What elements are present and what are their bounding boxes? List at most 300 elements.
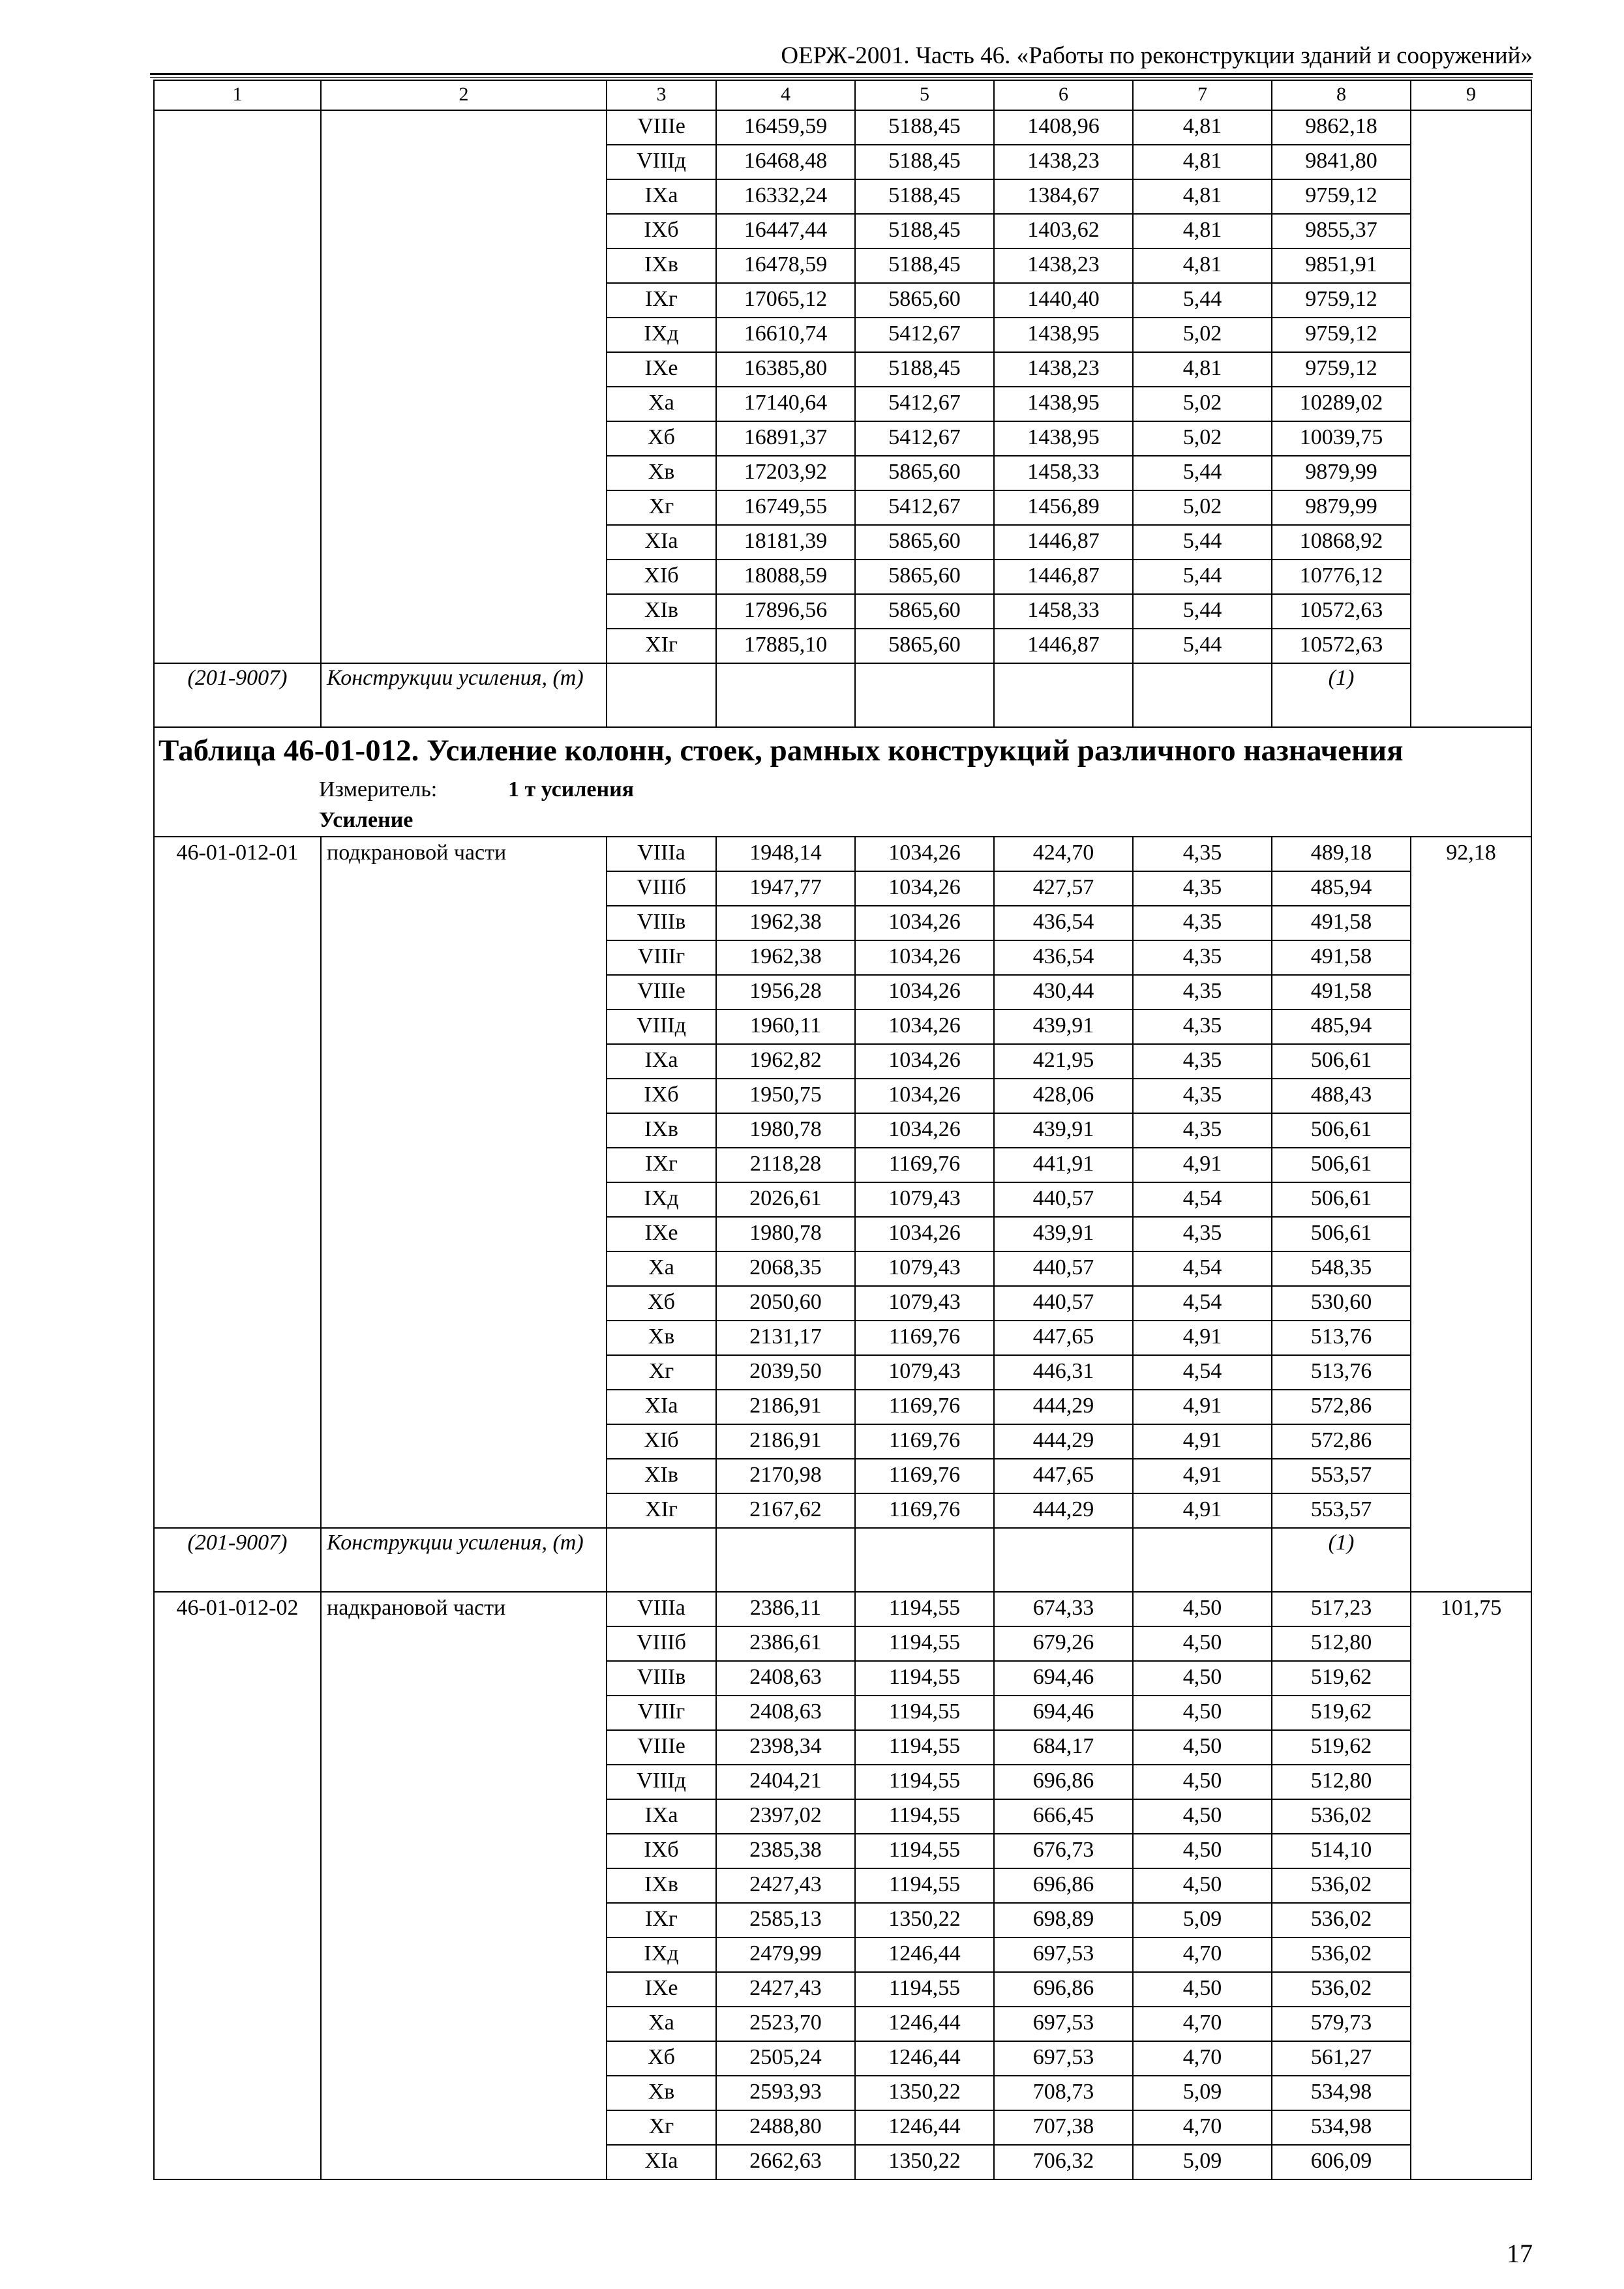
zone-cell: XIб [607,560,716,594]
value-cell: 1446,87 [994,629,1133,663]
value-cell: 4,81 [1133,214,1272,248]
column-numbers-row [154,80,1531,110]
value-cell: 485,94 [1272,871,1411,906]
zone-cell: Xв [607,456,716,490]
value-cell: 4,35 [1133,975,1272,1010]
zone-cell: IXб [607,214,716,248]
value-cell: 2408,63 [716,1661,855,1696]
value-cell: 679,26 [994,1626,1133,1661]
value-cell: 491,58 [1272,906,1411,940]
value-cell: 2039,50 [716,1355,855,1390]
value-cell: 5188,45 [855,248,994,283]
value-cell: 5,09 [1133,1903,1272,1937]
value-cell: 4,35 [1133,1113,1272,1148]
value-cell: 447,65 [994,1321,1133,1355]
value-cell: 553,57 [1272,1459,1411,1493]
value-cell: 491,58 [1272,975,1411,1010]
value-cell: 2386,61 [716,1626,855,1661]
zone-cell: XIб [607,1424,716,1459]
value-cell: 4,91 [1133,1424,1272,1459]
value-cell: 1169,76 [855,1148,994,1182]
value-cell: 441,91 [994,1148,1133,1182]
value-cell: 1438,23 [994,352,1133,387]
value-cell: 1194,55 [855,1799,994,1834]
zone-cell: VIIIб [607,1626,716,1661]
zone-cell: Xв [607,1321,716,1355]
column-number: 8 [1272,80,1411,110]
value-cell: 2397,02 [716,1799,855,1834]
value-cell: 489,18 [1272,837,1411,871]
value-cell: 5865,60 [855,456,994,490]
value-cell: 506,61 [1272,1182,1411,1217]
value-cell: 708,73 [994,2076,1133,2110]
value-cell: 506,61 [1272,1148,1411,1182]
zone-cell: XIа [607,2145,716,2179]
rates-table-body [154,80,1531,2179]
value-cell: 1034,26 [855,1010,994,1044]
value-cell: 16459,59 [716,110,855,145]
value-cell: 2585,13 [716,1903,855,1937]
value-cell: 506,61 [1272,1044,1411,1079]
value-cell: 1458,33 [994,456,1133,490]
empty-cell [607,663,716,727]
zone-cell: Xг [607,490,716,525]
value-cell: 536,02 [1272,1972,1411,2007]
value-cell: 16385,80 [716,352,855,387]
value-cell: 1034,26 [855,940,994,975]
value-cell: 2408,63 [716,1696,855,1730]
value-cell: 4,50 [1133,1868,1272,1903]
value-cell: 2523,70 [716,2007,855,2041]
value-cell: 9759,12 [1272,318,1411,352]
zone-cell: VIIIг [607,1696,716,1730]
value-cell: 674,33 [994,1592,1133,1626]
column-number: 6 [994,80,1133,110]
zone-cell: Xб [607,1286,716,1321]
value-cell: 1194,55 [855,1834,994,1868]
value-cell: 444,29 [994,1493,1133,1528]
value-cell: 2427,43 [716,1972,855,2007]
value-cell: 9841,80 [1272,145,1411,179]
value-cell: 4,50 [1133,1592,1272,1626]
value-cell: 606,09 [1272,2145,1411,2179]
value-cell: 4,35 [1133,1079,1272,1113]
work-name: подкрановой части [321,837,607,1528]
zone-cell: VIIIа [607,1592,716,1626]
table-row [154,1592,1531,1626]
zone-cell: VIIIв [607,906,716,940]
value-cell: 4,91 [1133,1493,1272,1528]
value-cell: 4,35 [1133,871,1272,906]
value-cell: 1169,76 [855,1459,994,1493]
empty-cell [994,1528,1133,1592]
measure-row [154,775,1531,806]
value-cell: 530,60 [1272,1286,1411,1321]
empty-cell [607,1528,716,1592]
value-cell: 1169,76 [855,1390,994,1424]
value-cell: 491,58 [1272,940,1411,975]
column-number: 9 [1411,80,1531,110]
value-cell: 16891,37 [716,421,855,456]
value-cell: 5,02 [1133,490,1272,525]
table-title-row [154,727,1531,775]
empty-cell [994,663,1133,727]
zone-cell: IXд [607,318,716,352]
value-cell: 4,81 [1133,145,1272,179]
value-cell: 534,98 [1272,2076,1411,2110]
value-cell: 1458,33 [994,594,1133,629]
machinist-wage [1411,110,1531,727]
value-cell: 519,62 [1272,1661,1411,1696]
value-cell: 439,91 [994,1113,1133,1148]
value-cell: 10868,92 [1272,525,1411,560]
value-cell: 5,44 [1133,283,1272,318]
value-cell: 536,02 [1272,1903,1411,1937]
zone-cell: IXд [607,1182,716,1217]
empty-cell [1133,1528,1272,1592]
value-cell: 1034,26 [855,837,994,871]
value-cell: 1246,44 [855,2041,994,2076]
value-cell: 1034,26 [855,871,994,906]
value-cell: 561,27 [1272,2041,1411,2076]
value-cell: 17885,10 [716,629,855,663]
zone-cell: IXг [607,283,716,318]
value-cell: 1169,76 [855,1493,994,1528]
zone-cell: VIIIе [607,975,716,1010]
machinist-wage: 101,75 [1411,1592,1531,2179]
value-cell: 4,54 [1133,1182,1272,1217]
column-number: 7 [1133,80,1272,110]
value-cell: 1194,55 [855,1661,994,1696]
value-cell: 446,31 [994,1355,1133,1390]
zone-cell: Xб [607,2041,716,2076]
value-cell: 4,54 [1133,1251,1272,1286]
value-cell: 9879,99 [1272,456,1411,490]
value-cell: 428,06 [994,1079,1133,1113]
machinist-wage: 92,18 [1411,837,1531,1592]
value-cell: 4,35 [1133,940,1272,975]
value-cell: 4,81 [1133,179,1272,214]
value-cell: 421,95 [994,1044,1133,1079]
value-cell: 10572,63 [1272,629,1411,663]
zone-cell: XIг [607,1493,716,1528]
zone-cell: IXе [607,352,716,387]
value-cell: 444,29 [994,1390,1133,1424]
column-number: 3 [607,80,716,110]
value-cell: 9855,37 [1272,214,1411,248]
value-cell: 5412,67 [855,421,994,456]
column-number: 1 [154,80,321,110]
value-cell: 1438,23 [994,248,1133,283]
material-code: (201-9007) [154,1528,321,1592]
value-cell: 5865,60 [855,283,994,318]
value-cell: 696,86 [994,1972,1133,2007]
zone-cell: VIIIг [607,940,716,975]
zone-cell: IXв [607,248,716,283]
value-cell: 536,02 [1272,1868,1411,1903]
value-cell: 5188,45 [855,214,994,248]
value-cell: 4,50 [1133,1626,1272,1661]
value-cell: 666,45 [994,1799,1133,1834]
value-cell: 2186,91 [716,1390,855,1424]
value-cell: 4,35 [1133,906,1272,940]
value-cell: 707,38 [994,2110,1133,2145]
value-cell: 447,65 [994,1459,1133,1493]
value-cell: 1034,26 [855,1217,994,1251]
table-row [154,837,1531,871]
value-cell: 9879,99 [1272,490,1411,525]
value-cell: 536,02 [1272,1799,1411,1834]
value-cell: 1246,44 [855,2007,994,2041]
zone-cell: VIIIд [607,1010,716,1044]
empty-cell [716,1528,855,1592]
page-number: 17 [1507,2239,1533,2268]
value-cell: 1246,44 [855,2110,994,2145]
value-cell: 1456,89 [994,490,1133,525]
value-cell: 4,35 [1133,1217,1272,1251]
value-cell: 4,35 [1133,1044,1272,1079]
value-cell: 1194,55 [855,1730,994,1765]
value-cell: 4,70 [1133,2110,1272,2145]
empty-cell [1133,663,1272,727]
zone-cell: IXв [607,1868,716,1903]
measure-label: Измеритель: [319,777,438,801]
value-cell: 2170,98 [716,1459,855,1493]
value-cell: 2050,60 [716,1286,855,1321]
zone-cell: XIв [607,594,716,629]
value-cell: 1950,75 [716,1079,855,1113]
value-cell: 1962,82 [716,1044,855,1079]
value-cell: 5,09 [1133,2145,1272,2179]
value-cell: 4,50 [1133,1696,1272,1730]
value-cell: 5,02 [1133,318,1272,352]
value-cell: 5,44 [1133,525,1272,560]
value-cell: 16610,74 [716,318,855,352]
value-cell: 5188,45 [855,179,994,214]
header-rule [150,73,1533,78]
rate-code: 46-01-012-01 [154,837,321,1528]
empty-cell [855,1528,994,1592]
value-cell: 1947,77 [716,871,855,906]
zone-cell: VIIIд [607,1765,716,1799]
value-cell: 4,91 [1133,1390,1272,1424]
value-cell: 2593,93 [716,2076,855,2110]
value-cell: 1440,40 [994,283,1133,318]
rate-code [154,110,321,663]
rate-code: 46-01-012-02 [154,1592,321,2179]
page-header: ОЕРЖ-2001. Часть 46. «Работы по реконструкции зданий и сооружений» [781,42,1533,69]
value-cell: 684,17 [994,1730,1133,1765]
value-cell: 1246,44 [855,1937,994,1972]
value-cell: 1079,43 [855,1355,994,1390]
value-cell: 440,57 [994,1182,1133,1217]
measure-cell [154,775,1531,806]
value-cell: 519,62 [1272,1696,1411,1730]
value-cell: 4,50 [1133,1834,1272,1868]
zone-cell: XIв [607,1459,716,1493]
value-cell: 9759,12 [1272,352,1411,387]
value-cell: 534,98 [1272,2110,1411,2145]
value-cell: 5,09 [1133,2076,1272,2110]
value-cell: 513,76 [1272,1355,1411,1390]
value-cell: 439,91 [994,1010,1133,1044]
value-cell: 440,57 [994,1286,1133,1321]
value-cell: 512,80 [1272,1626,1411,1661]
value-cell: 2662,63 [716,2145,855,2179]
value-cell: 2167,62 [716,1493,855,1528]
value-cell: 579,73 [1272,2007,1411,2041]
value-cell: 1350,22 [855,2145,994,2179]
value-cell: 1403,62 [994,214,1133,248]
value-cell: 4,70 [1133,2007,1272,2041]
value-cell: 536,02 [1272,1937,1411,1972]
value-cell: 1194,55 [855,1592,994,1626]
material-qty: (1) [1272,1528,1411,1592]
value-cell: 9759,12 [1272,179,1411,214]
value-cell: 9759,12 [1272,283,1411,318]
value-cell: 18088,59 [716,560,855,594]
value-cell: 512,80 [1272,1765,1411,1799]
value-cell: 513,76 [1272,1321,1411,1355]
value-cell: 4,70 [1133,1937,1272,1972]
zone-cell: Xа [607,1251,716,1286]
value-cell: 5,02 [1133,421,1272,456]
value-cell: 5865,60 [855,594,994,629]
measure-value: 1 т усиления [508,777,635,801]
value-cell: 698,89 [994,1903,1133,1937]
value-cell: 1408,96 [994,110,1133,145]
value-cell: 4,91 [1133,1459,1272,1493]
value-cell: 1446,87 [994,525,1133,560]
zone-cell: IXа [607,1799,716,1834]
column-number: 5 [855,80,994,110]
value-cell: 4,91 [1133,1321,1272,1355]
value-cell: 2427,43 [716,1868,855,1903]
zone-cell: XIа [607,525,716,560]
value-cell: 1079,43 [855,1251,994,1286]
value-cell: 1438,95 [994,318,1133,352]
value-cell: 4,50 [1133,1972,1272,2007]
value-cell: 1194,55 [855,1868,994,1903]
zone-cell: Xа [607,387,716,421]
value-cell: 1034,26 [855,975,994,1010]
zone-cell: IXе [607,1217,716,1251]
value-cell: 4,50 [1133,1799,1272,1834]
rates-table [153,80,1532,2180]
value-cell: 697,53 [994,2007,1133,2041]
value-cell: 2118,28 [716,1148,855,1182]
empty-cell [855,663,994,727]
section-row [154,806,1531,837]
value-cell: 1194,55 [855,1626,994,1661]
value-cell: 1438,95 [994,387,1133,421]
value-cell: 1079,43 [855,1182,994,1217]
material-code: (201-9007) [154,663,321,727]
value-cell: 17896,56 [716,594,855,629]
value-cell: 18181,39 [716,525,855,560]
value-cell: 1169,76 [855,1424,994,1459]
table-row [154,110,1531,145]
value-cell: 2404,21 [716,1765,855,1799]
value-cell: 2386,11 [716,1592,855,1626]
value-cell: 424,70 [994,837,1133,871]
value-cell: 1962,38 [716,906,855,940]
empty-cell [716,663,855,727]
value-cell: 488,43 [1272,1079,1411,1113]
value-cell: 517,23 [1272,1592,1411,1626]
value-cell: 4,81 [1133,352,1272,387]
zone-cell: IXа [607,1044,716,1079]
zone-cell: Xб [607,421,716,456]
value-cell: 519,62 [1272,1730,1411,1765]
value-cell: 17140,64 [716,387,855,421]
value-cell: 1034,26 [855,1113,994,1148]
value-cell: 5412,67 [855,318,994,352]
value-cell: 1960,11 [716,1010,855,1044]
value-cell: 4,50 [1133,1661,1272,1696]
zone-cell: VIIIд [607,145,716,179]
value-cell: 1350,22 [855,1903,994,1937]
value-cell: 9862,18 [1272,110,1411,145]
value-cell: 16447,44 [716,214,855,248]
section-title: Усиление [319,808,414,832]
value-cell: 1948,14 [716,837,855,871]
value-cell: 16468,48 [716,145,855,179]
value-cell: 485,94 [1272,1010,1411,1044]
value-cell: 5,44 [1133,594,1272,629]
value-cell: 1169,76 [855,1321,994,1355]
value-cell: 2026,61 [716,1182,855,1217]
zone-cell: IXа [607,179,716,214]
value-cell: 5188,45 [855,352,994,387]
work-name: надкрановой части [321,1592,607,2179]
value-cell: 2398,34 [716,1730,855,1765]
material-name: Конструкции усиления, (т) [321,663,607,727]
value-cell: 1980,78 [716,1113,855,1148]
zone-cell: IXб [607,1834,716,1868]
zone-cell: IXг [607,1903,716,1937]
zone-cell: VIIIб [607,871,716,906]
value-cell: 1438,95 [994,421,1133,456]
zone-cell: XIг [607,629,716,663]
value-cell: 5188,45 [855,145,994,179]
value-cell: 4,91 [1133,1148,1272,1182]
value-cell: 2131,17 [716,1321,855,1355]
zone-cell: VIIIа [607,837,716,871]
material-qty: (1) [1272,663,1411,727]
value-cell: 1438,23 [994,145,1133,179]
zone-cell: VIIIе [607,110,716,145]
value-cell: 4,81 [1133,110,1272,145]
value-cell: 706,32 [994,2145,1133,2179]
value-cell: 506,61 [1272,1217,1411,1251]
value-cell: 506,61 [1272,1113,1411,1148]
zone-cell: Xв [607,2076,716,2110]
value-cell: 2068,35 [716,1251,855,1286]
value-cell: 16332,24 [716,179,855,214]
value-cell: 5,44 [1133,456,1272,490]
value-cell: 5188,45 [855,110,994,145]
table-title: Таблица 46-01-012. Усиление колонн, стоек, рамных конструкций различного назначения [154,727,1531,775]
value-cell: 1956,28 [716,975,855,1010]
value-cell: 1980,78 [716,1217,855,1251]
zone-cell: XIа [607,1390,716,1424]
value-cell: 16478,59 [716,248,855,283]
value-cell: 1034,26 [855,906,994,940]
work-name [321,110,607,663]
value-cell: 4,50 [1133,1765,1272,1799]
zone-cell: VIIIв [607,1661,716,1696]
